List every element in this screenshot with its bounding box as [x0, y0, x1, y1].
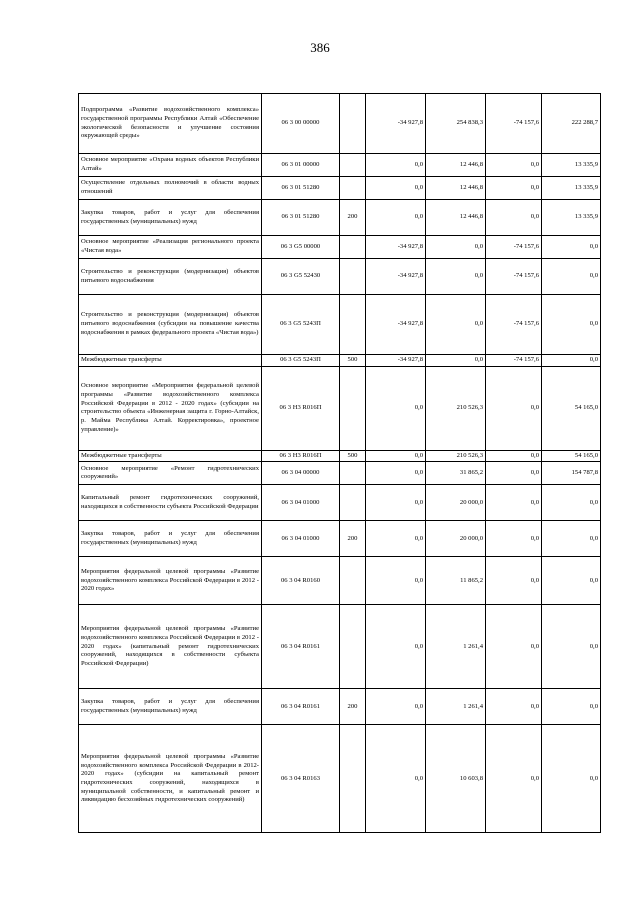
row-value-2: 210 526,3: [426, 450, 486, 462]
table-row: [79, 605, 601, 689]
row-value-2: 0,0: [426, 295, 486, 355]
row-value-2: 11 865,2: [426, 557, 486, 605]
row-name: Закупка товаров, работ и услуг для обеспечения государственных (муниципальных) нужд: [79, 689, 262, 725]
row-expense-type: 200: [340, 689, 366, 725]
row-value-2: 1 261,4: [426, 605, 486, 689]
row-code: 06 3 04 01000: [262, 485, 340, 521]
row-value-3: -74 157,6: [486, 94, 542, 154]
row-code: 06 3 04 00000: [262, 462, 340, 485]
row-value-4: 0,0: [542, 485, 601, 521]
row-value-3: 0,0: [486, 462, 542, 485]
table-row: [79, 94, 601, 154]
row-value-4: 0,0: [542, 236, 601, 259]
row-expense-type: [340, 557, 366, 605]
row-code: 06 3 G5 00000: [262, 236, 340, 259]
row-expense-type: [340, 605, 366, 689]
row-name: Осуществление отдельных полномочий в области водных отношений: [79, 177, 262, 200]
row-value-1: -34 927,8: [366, 355, 426, 367]
table-row: [79, 689, 601, 725]
row-expense-type: [340, 725, 366, 833]
row-value-4: 0,0: [542, 259, 601, 295]
row-name: Мероприятия федеральной целевой программы «Развитие водохозяйственного комплекса Российской Федерации в 2012-2020 годах» (субсидии на капитальный ремонт гидротехнических сооружений, находящихся в муниципальной собственности, и капитальный ремонт и ликвидацию бесхозяйных гидротехнических сооружений): [79, 725, 262, 833]
row-value-2: 20 000,0: [426, 485, 486, 521]
row-code: 06 3 04 R0160: [262, 557, 340, 605]
row-value-3: 0,0: [486, 366, 542, 450]
row-value-1: -34 927,8: [366, 94, 426, 154]
table-row: [79, 259, 601, 295]
row-value-2: 0,0: [426, 355, 486, 367]
row-name: Подпрограмма «Развитие водохозяйственного комплекса» государственной программы Республики Алтай «Обеспечение экологической безопасности и улучшение состояния окружающей среды»: [79, 94, 262, 154]
row-value-3: -74 157,6: [486, 236, 542, 259]
row-expense-type: [340, 259, 366, 295]
row-value-3: 0,0: [486, 557, 542, 605]
budget-table: [78, 93, 601, 833]
table-row: [79, 521, 601, 557]
row-value-4: 154 787,8: [542, 462, 601, 485]
table-row: [79, 366, 601, 450]
row-value-2: 10 603,8: [426, 725, 486, 833]
row-value-3: -74 157,6: [486, 295, 542, 355]
row-expense-type: [340, 236, 366, 259]
row-code: 06 3 G5 52430: [262, 259, 340, 295]
row-value-3: -74 157,6: [486, 259, 542, 295]
row-expense-type: 500: [340, 355, 366, 367]
row-expense-type: 200: [340, 200, 366, 236]
row-value-1: 0,0: [366, 485, 426, 521]
row-name: Межбюджетные трансферты: [79, 450, 262, 462]
row-value-1: 0,0: [366, 200, 426, 236]
row-code: 06 3 01 00000: [262, 154, 340, 177]
row-code: 06 3 00 00000: [262, 94, 340, 154]
row-code: 06 3 04 R0163: [262, 725, 340, 833]
row-value-3: 0,0: [486, 177, 542, 200]
table-row: [79, 557, 601, 605]
row-expense-type: [340, 462, 366, 485]
row-value-4: 0,0: [542, 725, 601, 833]
row-value-1: 0,0: [366, 605, 426, 689]
row-name: Строительство и реконструкция (модернизация) объектов питьевого водоснабжения (субсидии на повышение качества водоснабжения в рамках федерального проекта «Чистая вода»): [79, 295, 262, 355]
row-value-4: 222 288,7: [542, 94, 601, 154]
row-code: 06 3 04 01000: [262, 521, 340, 557]
table-row: [79, 485, 601, 521]
row-code: 06 3 Н3 R016П: [262, 366, 340, 450]
row-value-3: 0,0: [486, 154, 542, 177]
row-name: Межбюджетные трансферты: [79, 355, 262, 367]
row-value-4: 0,0: [542, 521, 601, 557]
row-value-4: 0,0: [542, 605, 601, 689]
row-value-3: -74 157,6: [486, 355, 542, 367]
row-value-4: 0,0: [542, 295, 601, 355]
row-value-1: -34 927,8: [366, 259, 426, 295]
row-value-1: 0,0: [366, 177, 426, 200]
row-expense-type: [340, 94, 366, 154]
row-expense-type: [340, 295, 366, 355]
row-value-4: 54 165,0: [542, 450, 601, 462]
row-name: Строительство и реконструкция (модернизация) объектов питьевого водоснабжения: [79, 259, 262, 295]
row-value-2: 210 526,3: [426, 366, 486, 450]
row-code: 06 3 G5 5243П: [262, 355, 340, 367]
row-name: Основное мероприятие «Охрана водных объектов Республики Алтай»: [79, 154, 262, 177]
row-name: Капитальный ремонт гидротехнических сооружений, находящихся в собственности субъекта Российской Федерации: [79, 485, 262, 521]
row-value-1: 0,0: [366, 154, 426, 177]
row-value-2: 20 000,0: [426, 521, 486, 557]
table-row: [79, 154, 601, 177]
row-value-1: 0,0: [366, 462, 426, 485]
row-value-3: 0,0: [486, 725, 542, 833]
row-code: 06 3 G5 5243П: [262, 295, 340, 355]
table-row: [79, 200, 601, 236]
row-expense-type: [340, 154, 366, 177]
row-value-2: 1 261,4: [426, 689, 486, 725]
row-value-4: 0,0: [542, 557, 601, 605]
row-expense-type: [340, 177, 366, 200]
row-name: Закупка товаров, работ и услуг для обеспечения государственных (муниципальных) нужд: [79, 200, 262, 236]
row-value-1: 0,0: [366, 557, 426, 605]
table-row: [79, 725, 601, 833]
row-name: Основное мероприятие «Реализация регионального проекта «Чистая вода»: [79, 236, 262, 259]
row-value-2: 12 446,8: [426, 177, 486, 200]
row-value-3: 0,0: [486, 689, 542, 725]
row-expense-type: 500: [340, 450, 366, 462]
row-code: 06 3 Н3 R016П: [262, 450, 340, 462]
row-value-2: 254 838,3: [426, 94, 486, 154]
row-value-4: 54 165,0: [542, 366, 601, 450]
row-value-1: -34 927,8: [366, 236, 426, 259]
row-value-3: 0,0: [486, 485, 542, 521]
row-value-4: 0,0: [542, 689, 601, 725]
row-code: 06 3 04 R0161: [262, 605, 340, 689]
row-value-1: -34 927,8: [366, 295, 426, 355]
row-name: Основное мероприятие «Мероприятия федеральной целевой программы «Развитие водохозяйственного комплекса Российской Федерации в 2012 - 2020 годах» (субсидии на строительство объекта «Инженерная защита г. Горно-Алтайск, р. Майма Республика Алтай. Корректировка», проектное управление)»: [79, 366, 262, 450]
table-row: [79, 462, 601, 485]
row-value-1: 0,0: [366, 725, 426, 833]
row-code: 06 3 01 51280: [262, 200, 340, 236]
table-row: [79, 177, 601, 200]
row-expense-type: [340, 485, 366, 521]
row-value-2: 0,0: [426, 236, 486, 259]
row-value-2: 12 446,8: [426, 154, 486, 177]
table-row: [79, 450, 601, 462]
row-value-3: 0,0: [486, 450, 542, 462]
row-value-1: 0,0: [366, 366, 426, 450]
row-name: Основное мероприятие «Ремонт гидротехнических сооружений»: [79, 462, 262, 485]
row-value-4: 13 335,9: [542, 200, 601, 236]
row-expense-type: 200: [340, 521, 366, 557]
row-value-4: 13 335,9: [542, 154, 601, 177]
row-value-2: 31 865,2: [426, 462, 486, 485]
row-name: Закупка товаров, работ и услуг для обеспечения государственных (муниципальных) нужд: [79, 521, 262, 557]
row-expense-type: [340, 366, 366, 450]
row-name: Мероприятия федеральной целевой программы «Развитие водохозяйственного комплекса Российской Федерации в 2012 - 2020 годах» (капитальный ремонт гидротехнических сооружений, находящихся в собственности субъекта Российской Федерации): [79, 605, 262, 689]
row-value-2: 12 446,8: [426, 200, 486, 236]
row-value-4: 13 335,9: [542, 177, 601, 200]
row-value-1: 0,0: [366, 450, 426, 462]
row-value-2: 0,0: [426, 259, 486, 295]
row-code: 06 3 04 R0161: [262, 689, 340, 725]
row-name: Мероприятия федеральной целевой программы «Развитие водохозяйственного комплекса Российской Федерации в 2012 - 2020 годах»: [79, 557, 262, 605]
row-value-1: 0,0: [366, 689, 426, 725]
table-row: [79, 236, 601, 259]
row-value-4: 0,0: [542, 355, 601, 367]
page-number: 386: [310, 40, 330, 55]
table-row: [79, 355, 601, 367]
row-value-3: 0,0: [486, 200, 542, 236]
row-code: 06 3 01 51280: [262, 177, 340, 200]
row-value-3: 0,0: [486, 605, 542, 689]
table-row: [79, 295, 601, 355]
row-value-3: 0,0: [486, 521, 542, 557]
row-value-1: 0,0: [366, 521, 426, 557]
